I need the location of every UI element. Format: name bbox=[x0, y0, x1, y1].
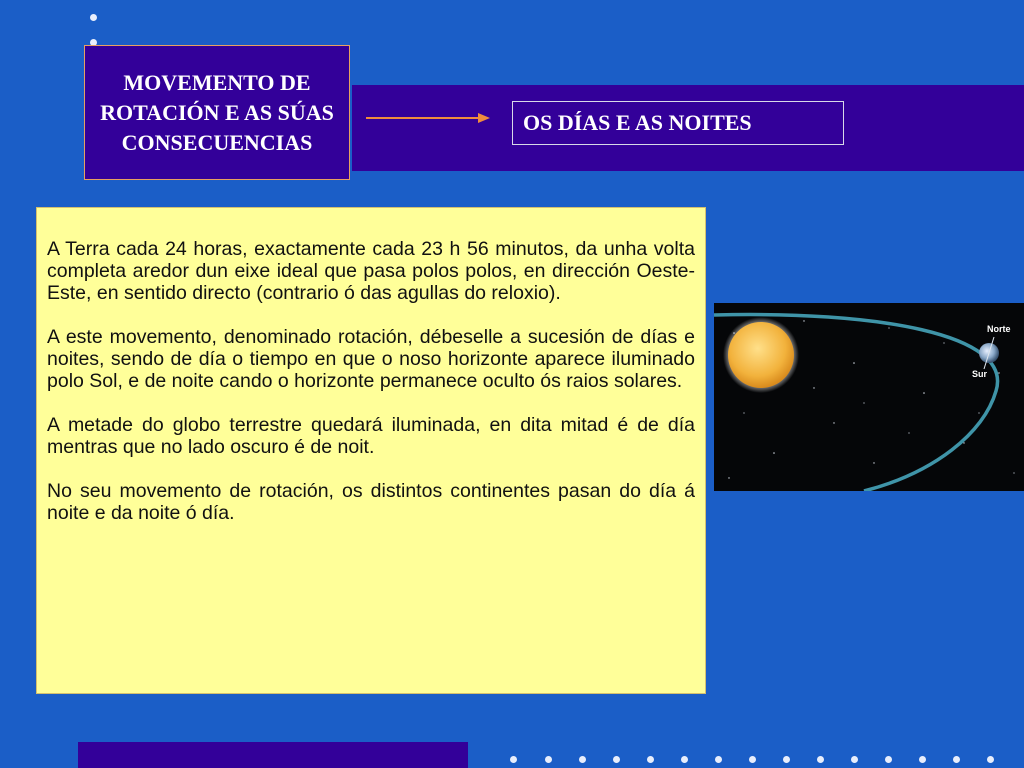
decor-dot bbox=[885, 756, 892, 763]
south-label: Sur bbox=[972, 369, 988, 379]
decor-dot bbox=[90, 14, 97, 21]
decor-dot bbox=[579, 756, 586, 763]
paragraph-rotation-period: A Terra cada 24 horas, exactamente cada 23 h 56 minutos, da unha volta completa aredor dun eixe ideal que pasa polos polos, en dirección Oeste-Este, en sentido directo (contrario ó das agullas do reloxio). bbox=[47, 238, 695, 304]
decor-dot bbox=[647, 756, 654, 763]
arrow-right-icon bbox=[366, 110, 491, 126]
decor-dot bbox=[919, 756, 926, 763]
subtitle-box bbox=[512, 101, 844, 145]
decor-dot bbox=[613, 756, 620, 763]
decor-dot bbox=[817, 756, 824, 763]
sun-earth-orbit-illustration bbox=[714, 303, 1024, 491]
decor-dot bbox=[545, 756, 552, 763]
decor-dot bbox=[681, 756, 688, 763]
decor-dot bbox=[987, 756, 994, 763]
bottom-band bbox=[78, 742, 468, 768]
subtitle-text: OS DÍAS E AS NOITES bbox=[523, 110, 752, 135]
main-title bbox=[84, 45, 350, 180]
paragraph-day-night: A este movemento, denominado rotación, débeselle a sucesión de días e noites, sendo de día o tiempo en que o noso horizonte aparece iluminado polo Sol, e de noite cando o horizonte permanece oculto ós raios solares. bbox=[47, 326, 695, 392]
decor-dot bbox=[749, 756, 756, 763]
decor-dot bbox=[783, 756, 790, 763]
decor-dot bbox=[953, 756, 960, 763]
paragraph-continents: No seu movemento de rotación, os distintos continentes pasan do día á noite e da noite ó día. bbox=[47, 480, 695, 524]
decor-dot bbox=[510, 756, 517, 763]
main-title-text: MOVEMENTO DE ROTACIÓN E AS SÚAS CONSECUENCIAS bbox=[100, 69, 334, 155]
north-label: Norte bbox=[987, 324, 1011, 334]
sun-icon bbox=[728, 322, 794, 388]
decor-dot bbox=[715, 756, 722, 763]
decor-dot bbox=[851, 756, 858, 763]
paragraph-illuminated-half: A metade do globo terrestre quedará iluminada, en dita mitad é de día mentras que no lado oscuro é de noit. bbox=[47, 414, 695, 458]
content-panel bbox=[36, 207, 706, 694]
